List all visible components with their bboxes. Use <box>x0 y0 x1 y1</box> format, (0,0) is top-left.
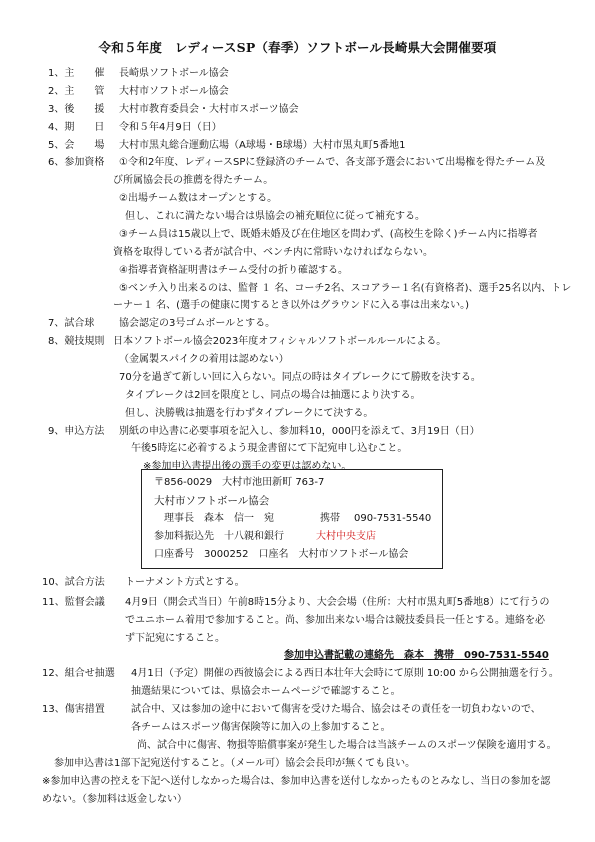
item-8-line: 但し、決勝戦は抽選を行わずタイブレークにて決する。 <box>125 408 374 419</box>
note-submission: 参加申込書は1部下記宛送付すること。（メール可）協会会長印が無くても良い。 <box>54 758 416 769</box>
item-5-text: 大村市黒丸総合運動広場（A球場・B球場）大村市黒丸町5番地1 <box>119 140 406 151</box>
item-11-line: ず下記宛にすること。 <box>125 633 225 644</box>
item-13-label: 13、傷害措置 <box>42 704 105 715</box>
item-3-label: 3、後 援 <box>48 104 105 115</box>
item-8-line: （金属製スパイクの着用は認めない） <box>119 354 289 365</box>
item-2-text: 大村市ソフトボール協会 <box>119 86 229 97</box>
item-1-label: 1、主 催 <box>48 68 105 79</box>
item-11-line: でユニホーム着用で参加すること。尚、参加出来ない場合は競技委員長一任とする。連絡を必 <box>125 615 545 626</box>
item-9-label: 9、申込方法 <box>48 426 105 437</box>
note-warning: ※参加申込書の控えを下記へ送付しなかった場合は、参加申込書を送付しなかったものとみなし、当日の参加を認 <box>42 776 551 787</box>
address-box <box>141 469 443 569</box>
item-13-line: 尚、試合中に傷害、物損等賠償事案が発生した場合は当該チームのスポーツ保険を適用する。 <box>137 740 557 751</box>
item-2-label: 2、主 管 <box>48 86 105 97</box>
item-6-line: 資格を取得している者が試合中、ベンチ内に常時いなければならない。 <box>113 247 433 258</box>
item-7-label: 7、試合球 <box>48 318 95 329</box>
contact-line: 参加申込書記載の連絡先 森本 携帯 090-7531-5540 <box>284 650 549 661</box>
item-6-line: 但し、これに満たない場合は県協会の補充順位に従って補充する。 <box>125 211 425 222</box>
item-5-label: 5、会 場 <box>48 140 105 151</box>
item-6-line: ④指導者資格証明書はチーム受付の折り確認する。 <box>119 265 348 276</box>
item-8-line: 70分を過ぎて新しい回に入らない。同点の時はタイブレークにて勝敗を決する。 <box>119 372 481 383</box>
item-11-label: 11、監督会議 <box>42 597 105 608</box>
item-7-text: 協会認定の3号ゴムボールとする。 <box>119 318 276 329</box>
item-11-line: 4月9日（開会式当日）午前8時15分より、大会会場（住所：大村市黒丸町5番地8）にて行うの <box>125 597 550 608</box>
bank-account: 口座番号 3000252 口座名 大村市ソフトボール協会 <box>154 549 409 560</box>
item-3-text: 大村市教育委員会・大村市スポーツ協会 <box>119 104 299 115</box>
item-12-label: 12、組合せ抽選 <box>42 668 115 679</box>
item-6-line: ⑤ベンチ入り出来るのは、監督 １ 名、コーチ2名、スコアラー１名(有資格者)、選手25名以内、トレ <box>119 283 572 294</box>
item-10-text: トーナメント方式とする。 <box>125 577 245 588</box>
item-8-line: 日本ソフトボール協会2023年度オフィシャルソフトボールルールによる。 <box>113 336 447 347</box>
item-9-line: 午後5時迄に必着するよう現金書留にて下記宛申し込むこと。 <box>131 443 408 454</box>
item-10-label: 10、試合方法 <box>42 577 105 588</box>
bank-branch: 大村中央支店 <box>316 531 376 542</box>
item-9-line: ※参加申込書提出後の選手の変更は認めない。 <box>143 461 352 472</box>
postal-address: 〒856-0029 大村市池田新町 763-7 <box>154 477 325 488</box>
document-title: 令和５年度 レディースSP（春季）ソフトボール長崎県大会開催要項 <box>98 40 497 55</box>
item-6-line: ③チーム員は15歳以上で、既婚未婚及び在住地区を問わず、(高校生を除く)チーム内に指導者 <box>119 229 538 240</box>
recipient-name: 理事長 森本 信一 宛 <box>164 513 274 524</box>
item-6-line: ②出場チーム数はオープンとする。 <box>119 193 278 204</box>
item-9-line: 別紙の申込書に必要事項を記入し、参加料10，000円を添えて、3月19日（日） <box>119 426 480 437</box>
organization-name: 大村市ソフトボール協会 <box>154 495 270 507</box>
item-4-label: 4、期 日 <box>48 122 105 133</box>
item-13-line: 試合中、又は参加の途中において傷害を受けた場合、協会はその責任を一切負わないので、 <box>131 704 541 715</box>
item-12-line: 4月1日（予定）開催の西彼協会による西日本壮年大会時にて原則 10:00 から公開抽選を行う。 <box>131 668 559 679</box>
item-13-line: 各チームはスポーツ傷害保険等に加入の上参加すること。 <box>131 722 391 733</box>
item-4-text: 令和５年4月9日（日） <box>119 122 222 133</box>
phone-label: 携帯 <box>320 513 340 524</box>
item-12-line: 抽選結果については、県協会ホームページで確認すること。 <box>131 686 401 697</box>
item-1-text: 長崎県ソフトボール協会 <box>119 68 229 79</box>
item-8-line: タイブレークは2回を限度とし、同点の場合は抽選により決する。 <box>125 390 421 401</box>
phone-number: 090-7531-5540 <box>354 513 432 524</box>
item-6-label: 6、参加資格 <box>48 157 105 168</box>
bank-name: 参加料振込先 十八親和銀行 <box>154 531 284 542</box>
item-6-line: ①令和2年度、レディースSPに登録済のチームで、各支部予選会において出場権を得たチーム及 <box>119 157 546 168</box>
item-6-line: び所属協会長の推薦を得たチーム。 <box>113 175 274 186</box>
note-warning-cont: めない。（参加料は返金しない） <box>42 794 187 805</box>
item-8-label: 8、競技規則 <box>48 336 105 347</box>
item-6-line: ーナー１ 名、(選手の健康に関するとき以外はグラウンドに入る事は出来ない。) <box>113 300 469 311</box>
